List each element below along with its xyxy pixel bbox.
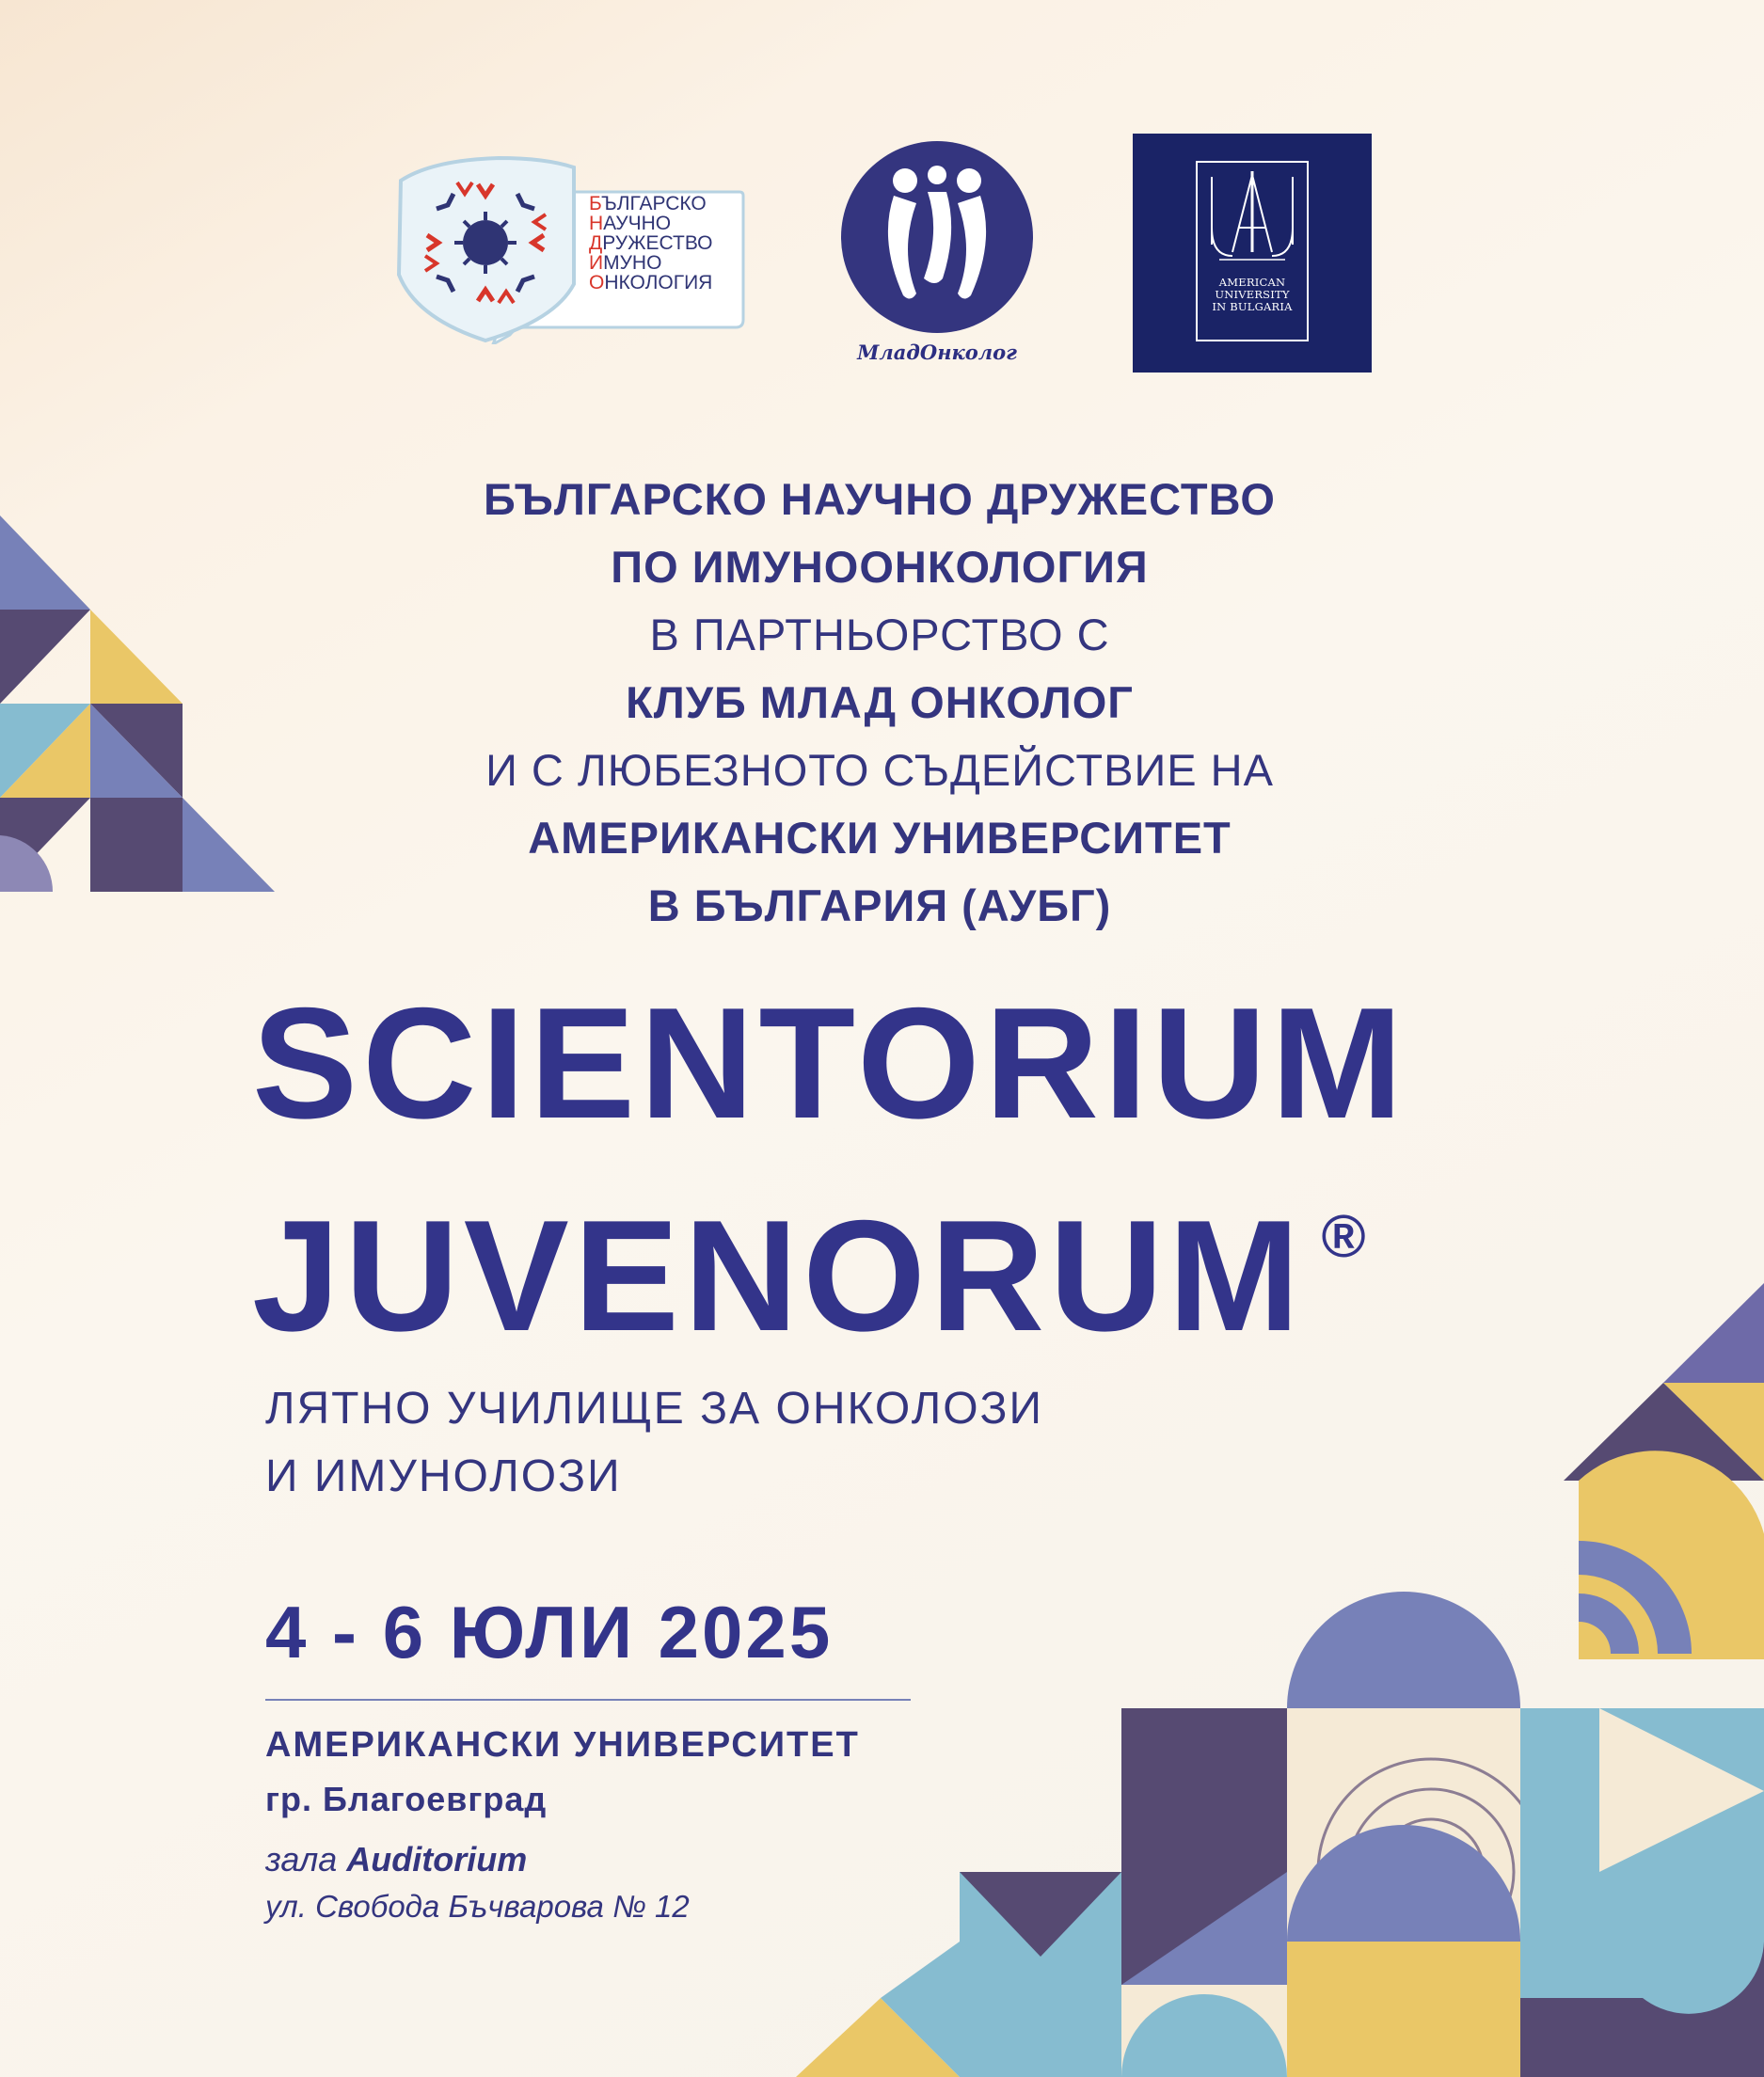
decor-geometric-right — [796, 1283, 1764, 2077]
organizer-line-1: БЪЛГАРСКО НАУЧНО ДРУЖЕСТВО — [484, 474, 1276, 524]
supporter-line-2: В БЪЛГАРИЯ (АУБГ) — [647, 880, 1112, 930]
bndio-logo — [395, 152, 745, 344]
event-date: 4 - 6 ЮЛИ 2025 — [265, 1591, 834, 1673]
venue-city: гр. Благоевград — [265, 1780, 548, 1818]
event-title-line-2: JUVENORUM ® — [252, 1187, 1366, 1364]
bndio-name — [589, 194, 745, 293]
mladonkolog-logo — [837, 137, 1037, 371]
event-title-line-1: SCIENTORIUM — [252, 975, 1407, 1151]
subtitle-line-2: И ИМУНОЛОЗИ — [265, 1451, 622, 1501]
geometric-pattern-left — [0, 515, 282, 901]
partnership-line: В ПАРТНЬОРСТВО С — [649, 610, 1110, 659]
geometric-pattern-right — [796, 1283, 1764, 2077]
venue-address: ул. Свобода Бъчварова № 12 — [265, 1889, 690, 1924]
subtitle-line-1: ЛЯТНО УЧИЛИЩЕ ЗА ОНКОЛОЗИ — [265, 1384, 1044, 1434]
partner-name: КЛУБ МЛАД ОНКОЛОГ — [626, 677, 1134, 727]
support-line: И С ЛЮБЕЗНОТО СЪДЕЙСТВИЕ НА — [485, 745, 1274, 795]
organizer-line-2: ПО ИМУНООНКОЛОГИЯ — [611, 542, 1149, 592]
bndio-line-5: ОНКОЛОГИЯ — [589, 272, 713, 293]
aubg-emblem-icon — [1133, 134, 1372, 373]
registered-mark: ® — [1321, 1202, 1366, 1270]
venue-name: АМЕРИКАНСКИ УНИВЕРСИТЕТ — [265, 1725, 860, 1765]
organizers-block — [282, 466, 1477, 940]
bndio-line-1: БЪЛГАРСКО — [589, 193, 707, 214]
venue-hall: зала Auditorium — [265, 1840, 528, 1879]
bndio-line-2: НАУЧНО — [589, 213, 672, 234]
mladonkolog-emblem-icon — [837, 137, 1037, 337]
supporter-line-1: АМЕРИКАНСКИ УНИВЕРСИТЕТ — [528, 813, 1232, 863]
bndio-line-3: ДРУЖЕСТВО — [589, 232, 713, 254]
aubg-caption: AMERICAN UNIVERSITY IN BULGARIA — [1212, 276, 1293, 313]
mladonkolog-caption: МладОнколог — [857, 341, 1017, 364]
bndio-line-4: ИМУНО — [589, 252, 662, 274]
aubg-logo — [1133, 134, 1372, 373]
decor-geometric-left — [0, 515, 282, 901]
